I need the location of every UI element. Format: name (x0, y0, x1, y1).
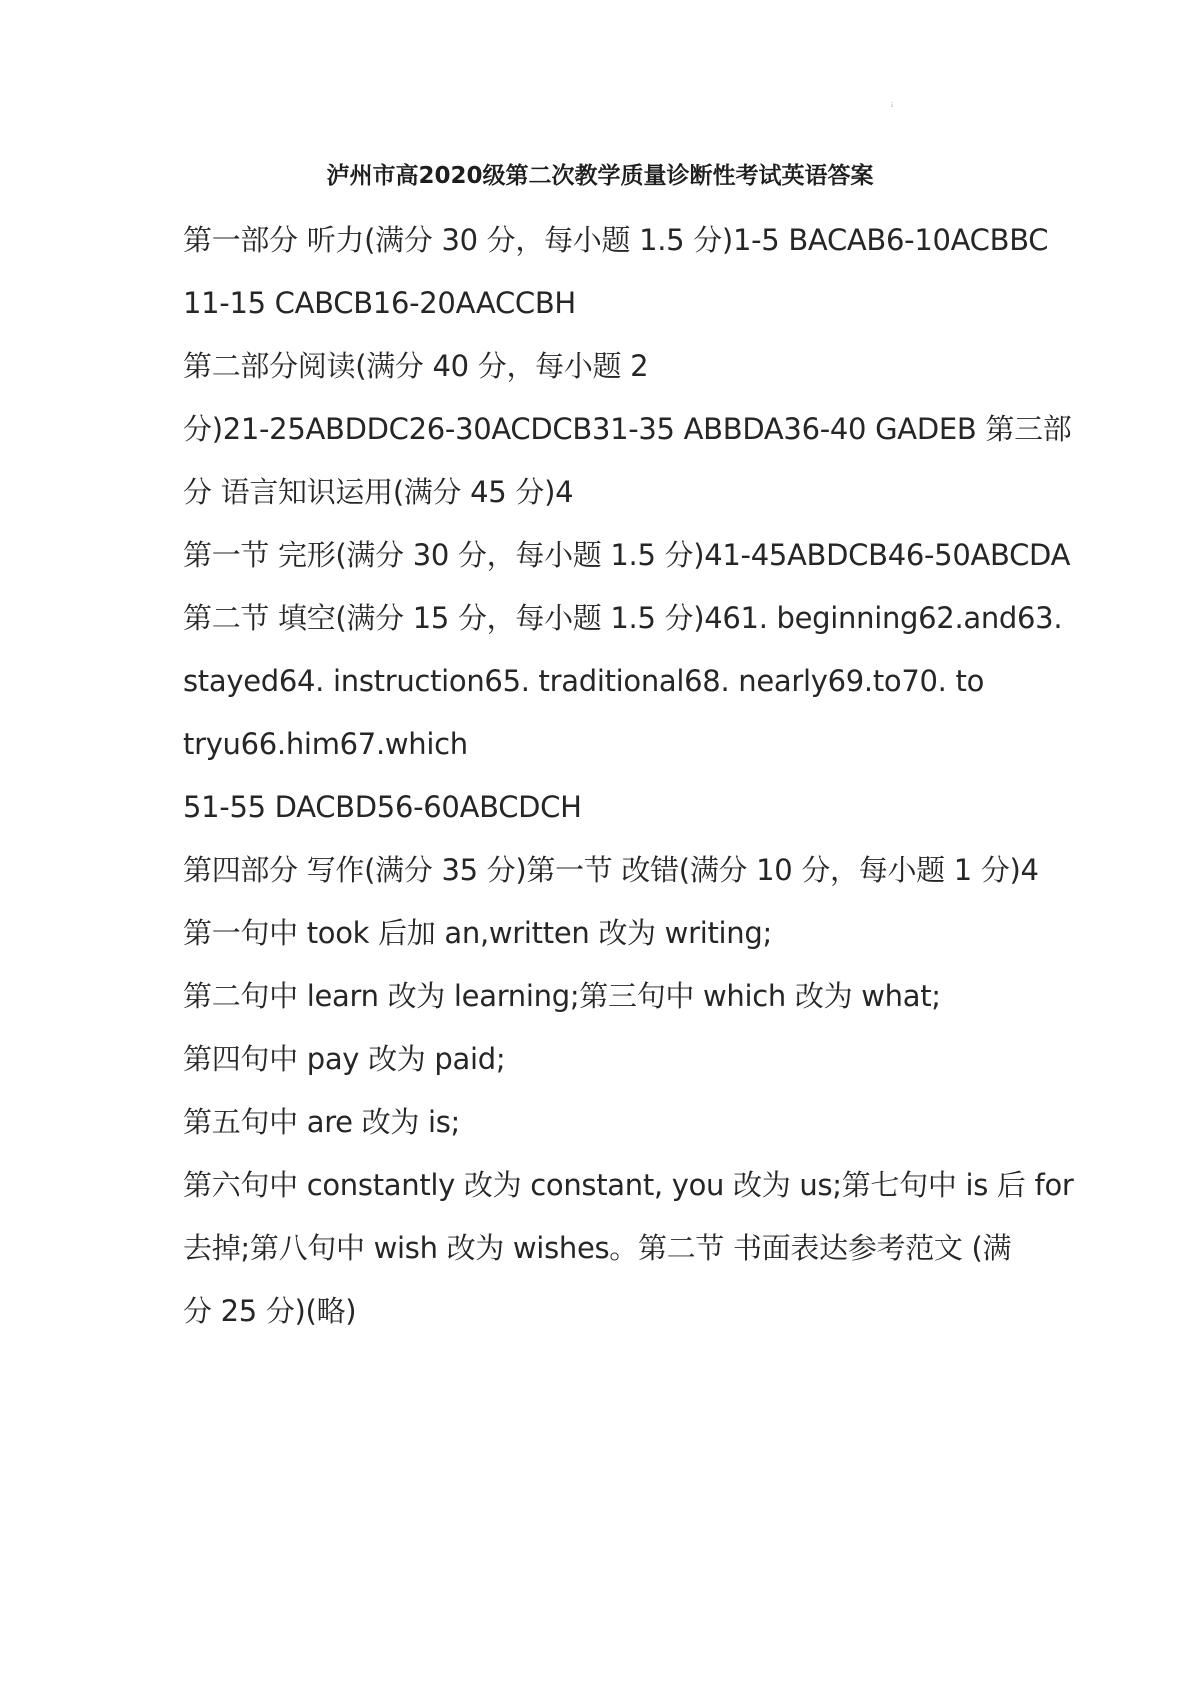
text-line: 分 25 分)(略) (183, 1294, 357, 1328)
text-line: 51-55 DACBD56-60ABCDCH (183, 790, 582, 824)
text-line: 去掉;第八句中 wish 改为 wishes。第二节 书面表达参考范文 (满 (183, 1231, 1012, 1265)
text-line: 分 语言知识运用(满分 45 分)4 (183, 475, 574, 509)
page-mark: ፧ (891, 100, 893, 109)
text-line: 第二节 填空(满分 15 分，每小题 1.5 分)461. beginning62.and63. (183, 601, 1063, 635)
text-line: 分)21-25ABDDC26-30ACDCB31-35 ABBDA36-40 GADEB 第三部 (183, 412, 1072, 446)
text-line: 第一句中 took 后加 an,written 改为 writing; (183, 916, 772, 950)
text-line: 第六句中 constantly 改为 constant, you 改为 us;第七句中 is 后 for (183, 1168, 1074, 1202)
text-line: 第二部分阅读(满分 40 分，每小题 2 (183, 349, 649, 383)
text-line: 第四句中 pay 改为 paid; (183, 1042, 506, 1076)
text-line: 第四部分 写作(满分 35 分)第一节 改错(满分 10 分，每小题 1 分)4 (183, 853, 1039, 887)
document-title: 泸州市高2020级第二次教学质量诊断性考试英语答案 (326, 163, 874, 189)
text-line: stayed64. instruction65. traditional68. nearly69.to70. to (183, 664, 985, 698)
text-line: 第一节 完形(满分 30 分，每小题 1.5 分)41-45ABDCB46-50ABCDA (183, 538, 1071, 572)
text-line: 第二句中 learn 改为 learning;第三句中 which 改为 what; (183, 979, 941, 1013)
text-line: 第一部分 听力(满分 30 分，每小题 1.5 分)1-5 BACAB6-10ACBBC (183, 223, 1049, 257)
text-line: tryu66.him67.which (183, 727, 468, 761)
text-line: 11-15 CABCB16-20AACCBH (183, 286, 576, 320)
answer-body (183, 214, 1074, 1348)
text-line: 第五句中 are 改为 is; (183, 1105, 460, 1139)
